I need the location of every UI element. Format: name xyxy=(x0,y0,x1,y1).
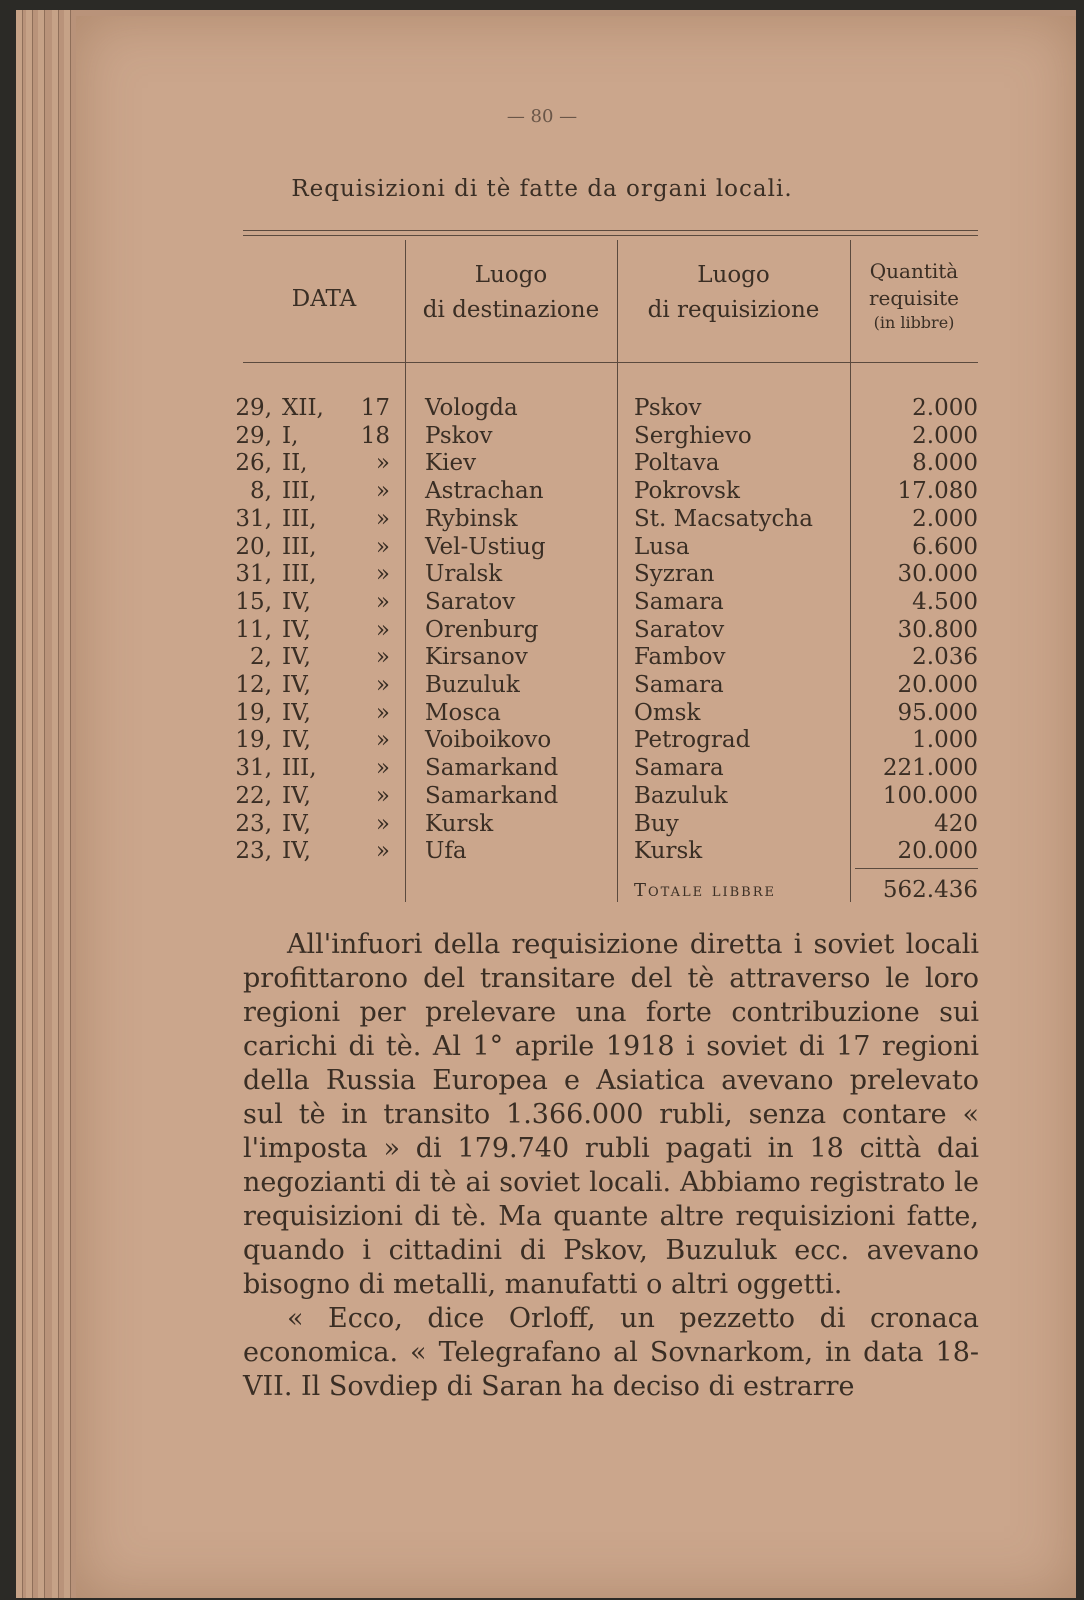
row-month: III, xyxy=(282,506,317,532)
table-row xyxy=(0,505,1084,533)
row-day: 15, xyxy=(235,589,272,615)
table-top-rule-double xyxy=(243,235,978,236)
paragraph: « Ecco, dice Orloff, un pezzetto di cronaca economica. « Telegrafano al Sovnarkom, in data 18-VII. Il Sovdiep di Saran ha deciso di estrarre xyxy=(243,1303,979,1402)
row-requisition-place: Poltava xyxy=(634,450,720,476)
row-day: 31, xyxy=(235,755,272,781)
row-destination: Ufa xyxy=(425,838,467,864)
row-destination: Orenburg xyxy=(425,617,539,643)
row-year: » xyxy=(375,617,390,643)
row-destination: Voiboikovo xyxy=(425,727,552,753)
table-row xyxy=(0,837,1084,865)
total-label: Totale libbre xyxy=(634,880,777,901)
total-rule xyxy=(855,868,978,869)
row-requisition-place: Saratov xyxy=(634,617,725,643)
row-year: » xyxy=(375,589,390,615)
row-quantity: 1.000 xyxy=(912,727,978,753)
row-day: 12, xyxy=(235,672,272,698)
table-row xyxy=(0,643,1084,671)
row-year: 18 xyxy=(360,423,390,449)
row-quantity: 100.000 xyxy=(882,783,978,809)
row-year: » xyxy=(375,700,390,726)
table-row xyxy=(0,754,1084,782)
row-requisition-place: Pokrovsk xyxy=(634,478,740,504)
table-top-rule xyxy=(243,230,978,231)
row-year: » xyxy=(375,450,390,476)
row-month: IV, xyxy=(282,727,311,753)
row-year: » xyxy=(375,838,390,864)
row-requisition-place: Samara xyxy=(634,755,724,781)
paragraph: All'infuori della requisizione diretta i soviet locali profittarono del transitare del tè attraverso le loro regioni per prelevare una forte contribuzione sui carichi di tè. Al 1° aprile 1918 i soviet di 17 regioni della Russia Europea e Asiatica avevano prelevato sul tè in transito 1.366.000 rubli, senza contare « l'imposta » di 179.740 rubli pagati in 18 città dai negozianti di tè ai soviet locali. Abbiamo registrato le requisizioni di tè. Ma quante altre requisizioni fatte, quando i cittadini di Pskov, Buzuluk ecc. avevano bisogno di metalli, manufatti o altri oggetti. xyxy=(243,929,979,1300)
row-year: » xyxy=(375,755,390,781)
row-month: III, xyxy=(282,534,317,560)
row-month: IV, xyxy=(282,644,311,670)
row-requisition-place: St. Macsatycha xyxy=(634,506,813,532)
row-quantity: 2.036 xyxy=(912,644,978,670)
table-row xyxy=(0,671,1084,699)
row-day: 29, xyxy=(235,395,272,421)
row-requisition-place: Lusa xyxy=(634,534,690,560)
header-quantity-line3: (in libbre) xyxy=(873,313,955,332)
row-day: 2, xyxy=(250,644,272,670)
row-requisition-place: Bazuluk xyxy=(634,783,728,809)
row-destination: Samarkand xyxy=(425,755,559,781)
row-month: III, xyxy=(282,755,317,781)
row-year: 17 xyxy=(360,395,390,421)
row-year: » xyxy=(375,672,390,698)
row-day: 20, xyxy=(235,534,272,560)
table-row xyxy=(0,588,1084,616)
row-quantity: 95.000 xyxy=(897,700,978,726)
page-number: — 80 — xyxy=(506,106,578,127)
row-destination: Buzuluk xyxy=(425,672,520,698)
row-destination: Vologda xyxy=(425,395,518,421)
row-requisition-place: Syzran xyxy=(634,561,715,587)
row-quantity: 221.000 xyxy=(882,755,978,781)
table-row xyxy=(0,560,1084,588)
row-day: 23, xyxy=(235,811,272,837)
row-quantity: 30.800 xyxy=(897,617,978,643)
row-day: 31, xyxy=(235,561,272,587)
header-destination xyxy=(405,258,617,327)
header-requisition xyxy=(617,258,850,327)
row-year: » xyxy=(375,534,390,560)
row-destination: Pskov xyxy=(425,423,493,449)
row-month: III, xyxy=(282,561,317,587)
row-month: IV, xyxy=(282,811,311,837)
row-destination: Kursk xyxy=(425,811,494,837)
row-day: 29, xyxy=(235,423,272,449)
row-quantity: 6.600 xyxy=(912,534,978,560)
row-quantity: 30.000 xyxy=(897,561,978,587)
header-quantity-line2: requisite xyxy=(868,286,959,310)
row-quantity: 2.000 xyxy=(912,423,978,449)
row-quantity: 20.000 xyxy=(897,838,978,864)
row-quantity: 20.000 xyxy=(897,672,978,698)
table-row xyxy=(0,782,1084,810)
header-date-label: DATA xyxy=(291,286,357,312)
row-month: IV, xyxy=(282,700,311,726)
row-destination: Kirsanov xyxy=(425,644,528,670)
total-value: 562.436 xyxy=(882,877,978,903)
row-requisition-place: Omsk xyxy=(634,700,701,726)
row-month: II, xyxy=(282,450,308,476)
row-destination: Mosca xyxy=(425,700,501,726)
table-row xyxy=(0,810,1084,838)
row-day: 8, xyxy=(250,478,272,504)
table-row xyxy=(0,394,1084,422)
row-quantity: 2.000 xyxy=(912,506,978,532)
row-requisition-place: Fambov xyxy=(634,644,726,670)
row-year: » xyxy=(375,644,390,670)
row-month: I, xyxy=(282,423,299,449)
row-destination: Astrachan xyxy=(425,478,544,504)
table-row xyxy=(0,533,1084,561)
row-quantity: 2.000 xyxy=(912,395,978,421)
header-bottom-rule xyxy=(243,362,978,363)
table-row xyxy=(0,449,1084,477)
header-date xyxy=(243,282,405,317)
row-day: 19, xyxy=(235,700,272,726)
table-row xyxy=(0,422,1084,450)
row-requisition-place: Pskov xyxy=(634,395,702,421)
row-year: » xyxy=(375,811,390,837)
row-month: XII, xyxy=(282,395,324,421)
row-day: 22, xyxy=(235,783,272,809)
row-requisition-place: Samara xyxy=(634,589,724,615)
row-year: » xyxy=(375,727,390,753)
table-title: Requisizioni di tè fatte da organi locali. xyxy=(291,176,793,202)
row-destination: Uralsk xyxy=(425,561,503,587)
row-year: » xyxy=(375,506,390,532)
header-requisition-line2: di requisizione xyxy=(647,296,820,323)
row-requisition-place: Kursk xyxy=(634,838,703,864)
row-day: 26, xyxy=(235,450,272,476)
row-year: » xyxy=(375,478,390,504)
header-destination-line1: Luogo xyxy=(474,262,548,288)
row-quantity: 8.000 xyxy=(912,450,978,476)
row-destination: Samarkand xyxy=(425,783,559,809)
header-requisition-line1: Luogo xyxy=(697,262,770,288)
row-requisition-place: Petrograd xyxy=(634,727,751,753)
row-requisition-place: Serghievo xyxy=(634,423,752,449)
row-day: 31, xyxy=(235,506,272,532)
table-row xyxy=(0,477,1084,505)
header-destination-line2: di destinazione xyxy=(422,296,600,323)
row-requisition-place: Buy xyxy=(634,811,679,837)
row-destination: Vel-Ustiug xyxy=(425,534,546,560)
table-row xyxy=(0,616,1084,644)
row-destination: Rybinsk xyxy=(425,506,518,532)
row-year: » xyxy=(375,783,390,809)
table-row xyxy=(0,726,1084,754)
row-month: III, xyxy=(282,478,317,504)
row-destination: Kiev xyxy=(425,450,477,476)
row-day: 19, xyxy=(235,727,272,753)
row-quantity: 420 xyxy=(934,811,978,837)
row-day: 23, xyxy=(235,838,272,864)
row-quantity: 4.500 xyxy=(912,589,978,615)
header-quantity xyxy=(850,258,978,334)
body-text xyxy=(243,928,979,1404)
row-day: 11, xyxy=(235,617,272,643)
row-month: IV, xyxy=(282,672,311,698)
row-month: IV, xyxy=(282,589,311,615)
row-month: IV, xyxy=(282,783,311,809)
header-quantity-line1: Quantità xyxy=(869,259,959,283)
row-requisition-place: Samara xyxy=(634,672,724,698)
row-quantity: 17.080 xyxy=(897,478,978,504)
row-destination: Saratov xyxy=(425,589,516,615)
row-month: IV, xyxy=(282,617,311,643)
row-month: IV, xyxy=(282,838,311,864)
table-row xyxy=(0,699,1084,727)
row-year: » xyxy=(375,561,390,587)
